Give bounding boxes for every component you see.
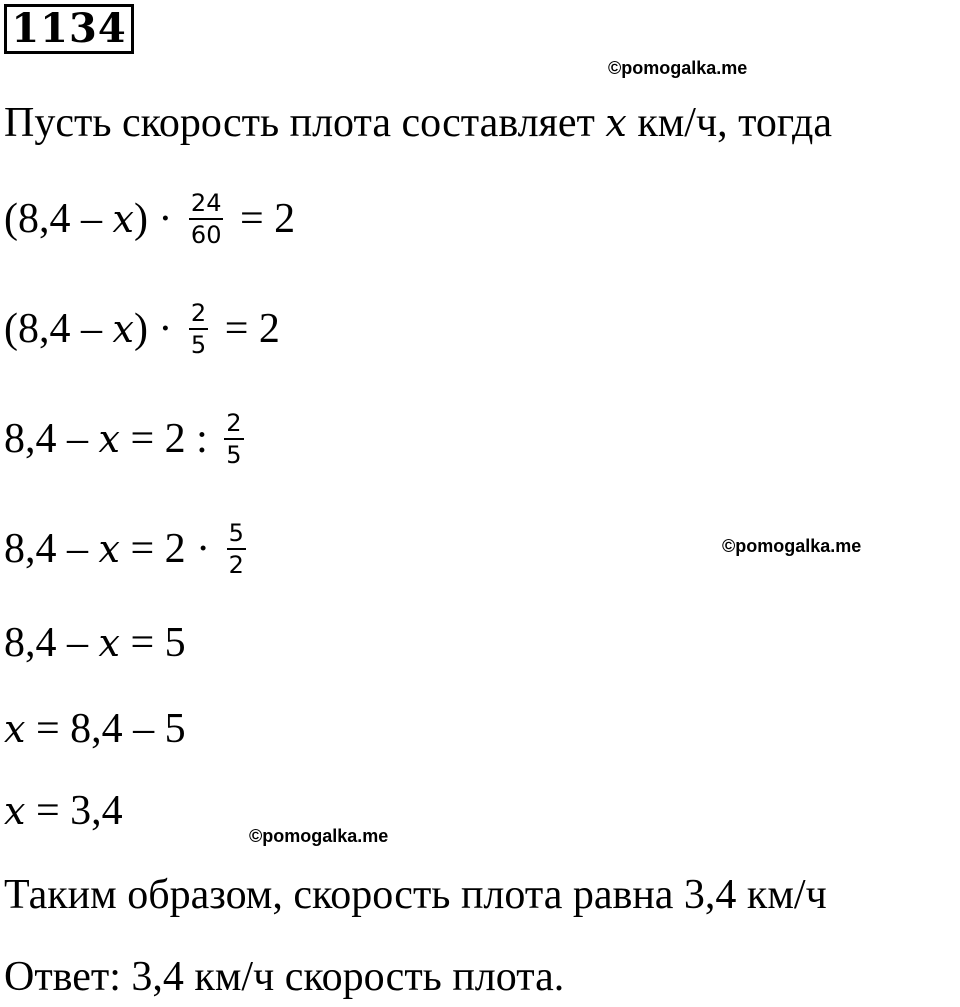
eq3-mid: = 2 : [119, 416, 219, 462]
intro-line [4, 98, 832, 148]
answer-text: Ответ: 3,4 км/ч скорость плота. [4, 954, 565, 1000]
eq1-close: ) · [133, 196, 183, 242]
eq1-rhs: = 2 [229, 196, 296, 242]
conclusion-text: Таким образом, скорость плота равна 3,4 км/ч [4, 872, 827, 918]
fraction-denominator: 2 [228, 551, 244, 579]
eq2-fraction [189, 300, 208, 358]
equation-5 [4, 618, 186, 668]
eq7-rhs: = 3,4 [25, 788, 123, 834]
fraction-denominator: 60 [190, 221, 222, 249]
fraction-numerator: 5 [227, 520, 246, 550]
eq4-lhs: 8,4 – [4, 526, 99, 572]
variable-x: x [112, 197, 134, 241]
variable-x: x [98, 417, 120, 461]
eq4-mid: = 2 · [119, 526, 221, 572]
eq2-close: ) · [133, 306, 183, 352]
watermark: ©pomogalka.me [608, 58, 748, 78]
equation-3 [4, 410, 250, 468]
eq3-fraction [224, 410, 243, 468]
fraction-numerator: 24 [189, 190, 224, 220]
equation-6 [4, 704, 186, 754]
eq5-lhs: 8,4 – [4, 620, 99, 666]
fraction-numerator: 2 [224, 410, 243, 440]
equation-2 [4, 300, 280, 358]
equation-1 [4, 190, 295, 248]
fraction-denominator: 5 [226, 441, 242, 469]
conclusion-line [4, 870, 827, 920]
variable-x: x [4, 707, 26, 751]
eq2-open: (8,4 – [4, 306, 113, 352]
watermark: ©pomogalka.me [249, 826, 389, 846]
variable-x: x [4, 789, 26, 833]
eq5-rhs: = 5 [119, 620, 186, 666]
task-number-box: 1134 [4, 4, 134, 54]
equation-4 [4, 520, 252, 578]
variable-x: x [112, 307, 134, 351]
eq2-rhs: = 2 [214, 306, 280, 352]
variable-x: x [98, 527, 120, 571]
variable-x: x [605, 101, 627, 145]
equation-7 [4, 786, 123, 836]
fraction-denominator: 5 [190, 331, 207, 359]
variable-x: x [98, 621, 120, 665]
watermark: ©pomogalka.me [722, 536, 862, 556]
intro-text-after: км/ч, тогда [626, 100, 833, 146]
eq6-rhs: = 8,4 – 5 [25, 706, 186, 752]
eq3-lhs: 8,4 – [4, 416, 99, 462]
fraction-numerator: 2 [189, 300, 208, 330]
eq4-fraction [227, 520, 246, 578]
eq1-fraction [189, 190, 224, 248]
answer-line [4, 952, 564, 1002]
eq1-open: (8,4 – [4, 196, 113, 242]
intro-text-before: Пусть скорость плота составляет [4, 100, 606, 146]
